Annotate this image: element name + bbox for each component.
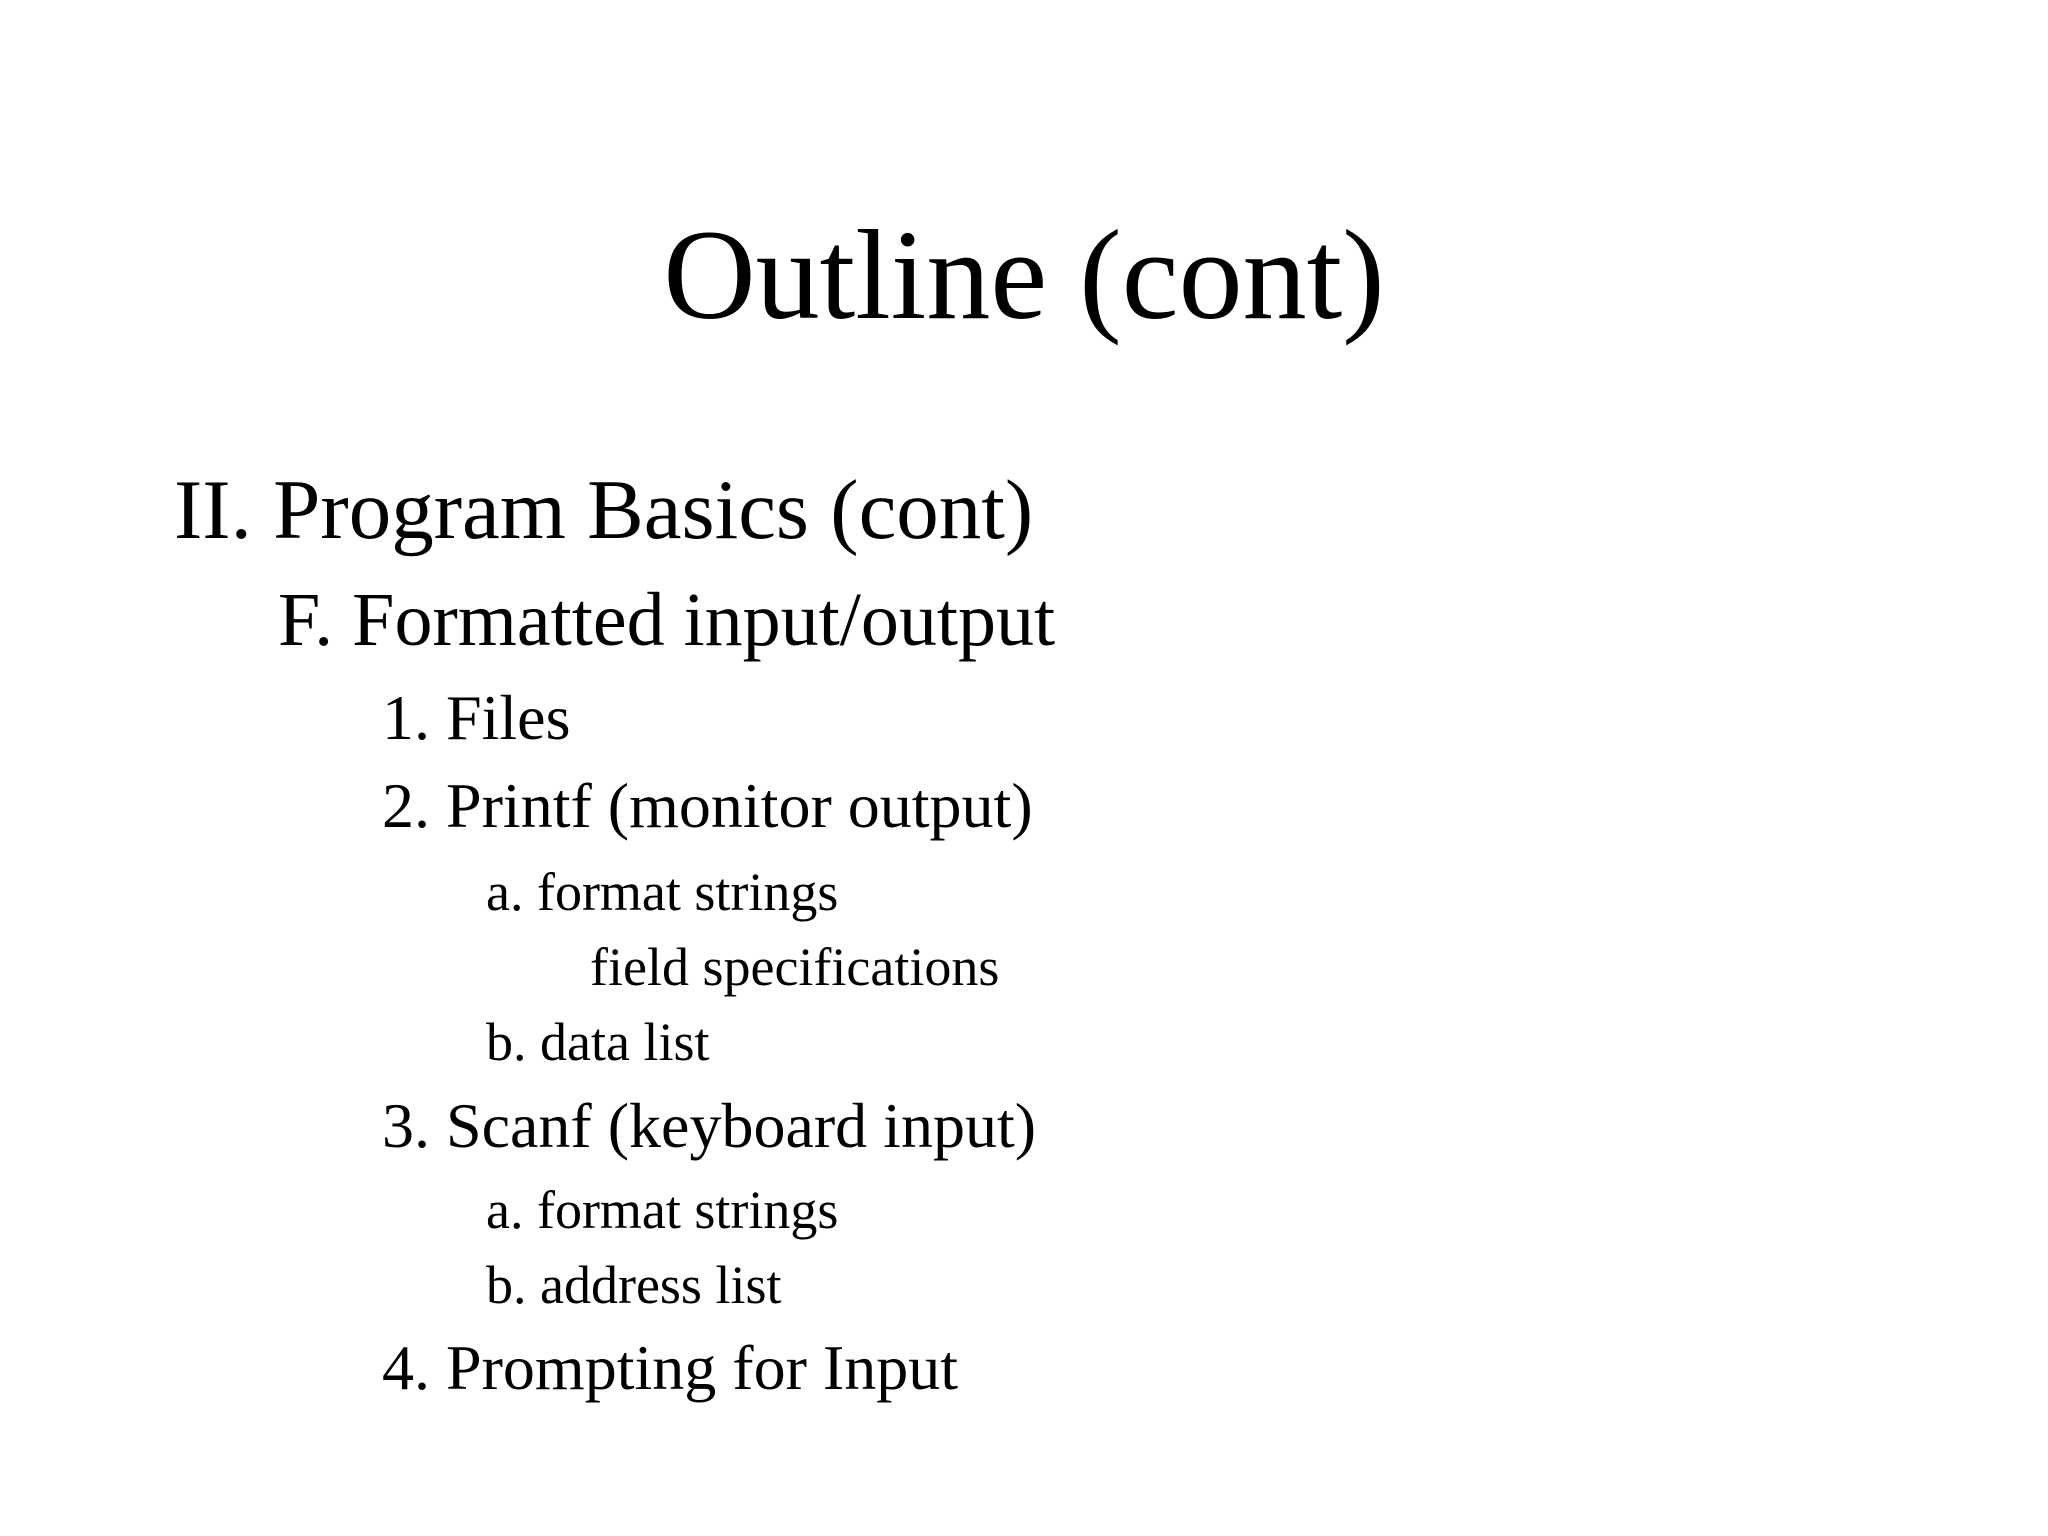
slide-title: Outline (cont): [663, 204, 1385, 346]
outline-scanf-format-strings: a. format strings: [486, 1180, 839, 1240]
outline-section: II. Program Basics (cont): [174, 463, 1034, 557]
outline-item-scanf: 3. Scanf (keyboard input): [382, 1090, 1037, 1161]
outline-subsection: F. Formatted input/output: [278, 578, 1056, 662]
outline-field-specifications: field specifications: [590, 937, 1000, 997]
outline-item-printf: 2. Printf (monitor output): [382, 770, 1033, 841]
outline-item-files: 1. Files: [382, 682, 571, 753]
outline-printf-data-list: b. data list: [486, 1012, 710, 1072]
outline-scanf-address-list: b. address list: [486, 1255, 782, 1315]
outline-printf-format-strings: a. format strings: [486, 862, 839, 922]
outline-item-prompting: 4. Prompting for Input: [382, 1332, 958, 1403]
